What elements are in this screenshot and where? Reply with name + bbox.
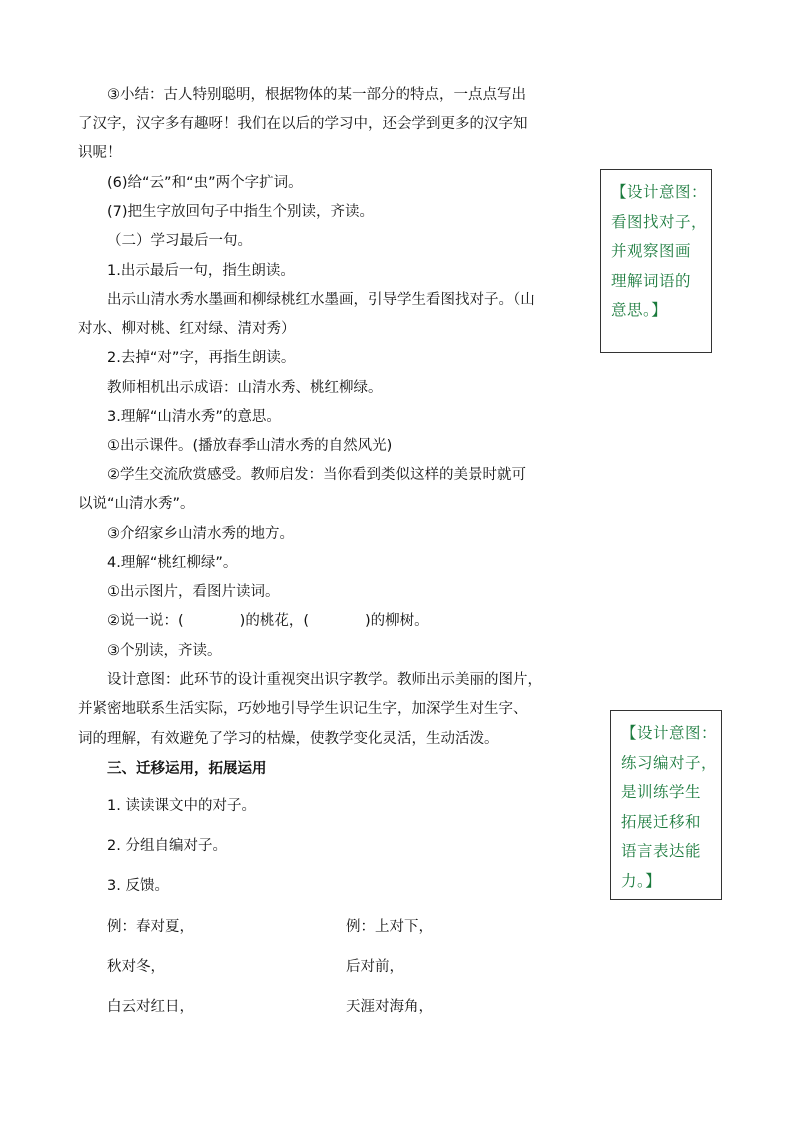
example-left: 例：春对夏， [107, 919, 194, 935]
example-left: 白云对红日， [107, 999, 194, 1015]
example-right: 后对前， [346, 959, 404, 975]
text-line: ③小结：古人特别聪明，根据物体的某一部分的特点，一点点写出 [107, 87, 526, 103]
fill-blank-line [107, 611, 429, 631]
note-line: 语言表达能 [621, 842, 702, 860]
text-line: 1.出示最后一句，指生朗读。 [107, 263, 295, 279]
fill-blank-part: )的桃花，( [239, 613, 309, 629]
text-line: ③个别读，齐读。 [107, 643, 222, 659]
text-line: 教师相机出示成语：山清水秀、桃红柳绿。 [107, 380, 383, 396]
note-line: 并观察图画 [611, 242, 692, 260]
example-left: 秋对冬， [107, 959, 165, 975]
text-line: 并紧密地联系生活实际，巧妙地引导学生识记生字，加深学生对生字、 [78, 701, 528, 717]
fill-blank-part: )的柳树。 [364, 613, 429, 629]
text-line: 4.理解“桃红柳绿”。 [107, 555, 238, 571]
section-heading: 三、迁移运用，拓展运用 [107, 761, 267, 777]
note-line: 是训练学生 [621, 783, 702, 801]
text-line: 了汉字，汉字多有趣呀！我们在以后的学习中，还会学到更多的汉字知 [78, 116, 528, 132]
text-line: 识呢！ [78, 145, 122, 161]
design-intent-note [600, 169, 712, 353]
text-line: 3.理解“山清水秀”的意思。 [107, 409, 281, 425]
design-intent-note [610, 710, 722, 900]
note-line: 理解词语的 [611, 271, 692, 290]
fill-blank-part: ②说一说：( [107, 613, 184, 629]
text-line: ①出示课件。(播放春季山清水秀的自然风光) [107, 438, 393, 454]
note-line: 练习编对子， [621, 753, 718, 772]
example-right: 例：上对下， [346, 919, 433, 935]
text-line: 以说“山清水秀”。 [78, 496, 195, 512]
text-line: ③介绍家乡山清水秀的地方。 [107, 526, 294, 542]
note-line: 拓展迁移和 [621, 812, 702, 831]
text-line: （二）学习最后一句。 [107, 233, 252, 249]
text-line: 词的理解，有效避免了学习的枯燥，使教学变化灵活，生动活泼。 [78, 731, 499, 747]
example-right: 天涯对海角， [346, 999, 433, 1015]
text-line: 对水、柳对桃、红对绿、清对秀） [78, 321, 296, 337]
list-item: 3. 反馈。 [107, 878, 169, 894]
note-line: 力。】 [621, 871, 662, 890]
list-item: 2. 分组自编对子。 [107, 838, 227, 854]
list-item: 1. 读读课文中的对子。 [107, 798, 256, 814]
note-line: 【设计意图： [621, 724, 718, 742]
note-line: 看图找对子， [611, 212, 708, 231]
text-line: ②学生交流欣赏感受。教师启发：当你看到类似这样的美景时就可 [107, 467, 526, 483]
text-line: 设计意图：此环节的设计重视突出识字教学。教师出示美丽的图片， [107, 672, 542, 688]
text-line: ①出示图片，看图片读词。 [107, 584, 280, 600]
text-line: (6)给“云”和“虫”两个字扩词。 [107, 175, 303, 191]
text-line: 出示山清水秀水墨画和柳绿桃红水墨画，引导学生看图找对子。（山 [107, 292, 535, 308]
text-line: 2.去掉“对”字，再指生朗读。 [107, 350, 296, 366]
note-line: 意思。】 [611, 301, 668, 319]
text-line: (7)把生字放回句子中指生个别读，齐读。 [107, 204, 375, 220]
note-line: 【设计意图： [611, 183, 708, 201]
